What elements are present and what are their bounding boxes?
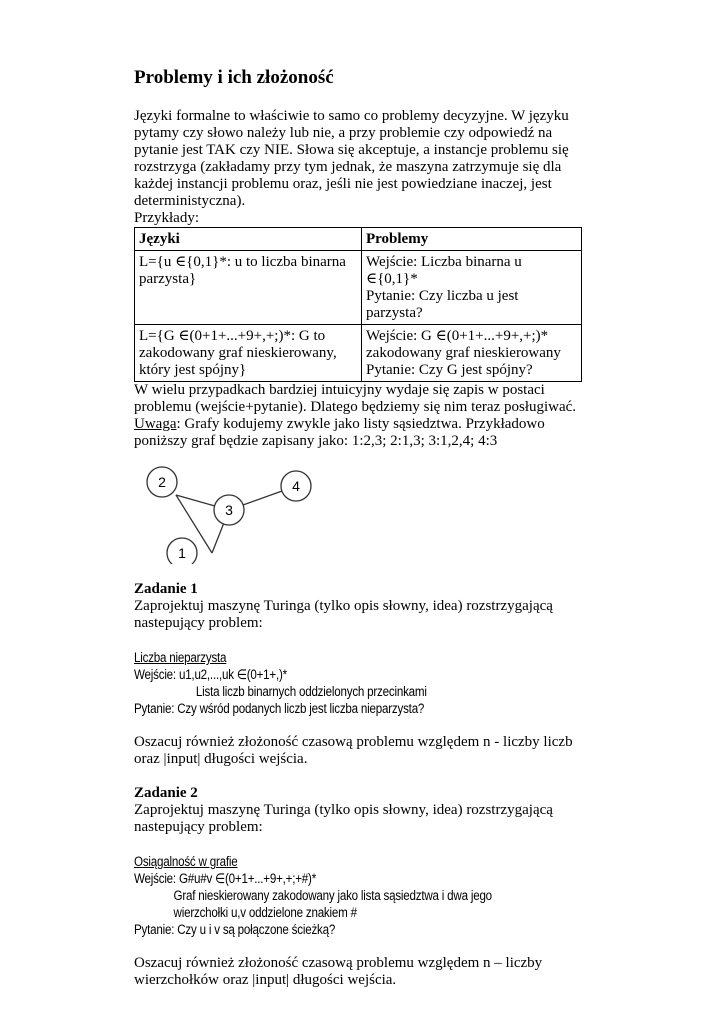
note-label: Uwaga xyxy=(134,416,177,432)
problem-input-detail: Graf nieskierowany zakodowany jako lista sąsiedztwa i dwa jego xyxy=(173,888,492,903)
examples-label: Przykłady: xyxy=(134,210,199,226)
problem-input: Wejście: G#u#v ∈(0+1+...+9+,+;+#)* xyxy=(134,871,317,886)
graph-node-label: 4 xyxy=(292,478,300,494)
note-line: poniższy graf będzie zapisany jako: 1:2,3; 2:1,3; 3:1,2,4; 4:3 xyxy=(134,433,498,449)
task-2: Zadanie 2 Zaprojektuj maszynę Turinga (tylko opis słowny, idea) rozstrzygającą nastepujący problem: Osiągalność w grafie Wejście: G#u#v ∈(0+1+...+9+,+;+#)* Graf nieskierowany zakodowany jako lista sąsiedztwa i dwa jego wierzchołki u,v oddzielone znakiem # Pytanie: Czy u i v są połączone ścieżką? Oszacuj również złożoność czasową problemu względem n – liczby wierzchołków oraz |input| długości wejścia. xyxy=(134,785,596,989)
example-graph xyxy=(134,452,334,564)
intro-line: pytamy czy słowo należy lub nie, a przy problemie czy odpowiedź na xyxy=(134,125,553,141)
task-heading: Zadanie 2 xyxy=(134,785,198,801)
document-page xyxy=(134,66,596,989)
graph-node-label: 1 xyxy=(178,545,186,561)
graph-node-label: 3 xyxy=(225,502,233,518)
task-heading: Zadanie 1 xyxy=(134,581,198,597)
table-cell: Wejście: G ∈(0+1+...+9+,+;)* zakodowany graf nieskierowany Pytanie: Czy G jest spójny? xyxy=(362,325,582,382)
examples-table xyxy=(134,227,582,382)
intro-paragraph xyxy=(134,108,596,227)
table-cell: L={G ∈(0+1+...+9+,+;)*: G to zakodowany graf nieskierowany, który jest spójny} xyxy=(135,325,362,382)
problem-name: Liczba nieparzysta xyxy=(134,650,227,665)
problem-question: Pytanie: Czy wśród podanych liczb jest liczba nieparzysta? xyxy=(134,701,425,716)
problem-input-detail: Lista liczb binarnych oddzielonych przecinkami xyxy=(195,684,427,699)
table-cell: L={u ∈{0,1}*: u to liczba binarna parzysta} xyxy=(135,251,362,325)
graph-node-label: 2 xyxy=(158,474,166,490)
table-header: Problemy xyxy=(362,228,582,251)
problem-input-detail: wierzchołki u,v oddzielone znakiem # xyxy=(173,905,357,920)
note-line: Uwaga: Grafy kodujemy zwykle jako listy sąsiedztwa. Przykładowo xyxy=(134,416,545,432)
table-row xyxy=(135,251,582,325)
page-title: Problemy i ich złożoność xyxy=(134,67,334,88)
problem-question: Pytanie: Czy u i v są połączone ścieżką? xyxy=(134,922,336,937)
problem-name: Osiągalność w grafie xyxy=(134,854,238,869)
table-row xyxy=(135,325,582,382)
after-table-paragraph: W wielu przypadkach bardziej intuicyjny wydaje się zapis w postaci problemu (wejście+pytanie). Dlatego będziemy się nim teraz posługiwać. Uwaga: Grafy kodujemy zwykle jako listy sąsiedztwa. Przykładowo poniższy graf będzie zapisany jako: 1:2,3; 2:1,3; 3:1,2,4; 4:3 xyxy=(134,382,596,450)
table-cell: Wejście: Liczba binarna u ∈{0,1}* Pytanie: Czy liczba u jest parzysta? xyxy=(362,251,582,325)
problem-input: Wejście: u1,u2,...,uk ∈(0+1+,)* xyxy=(134,667,287,682)
intro-line: rozstrzyga (zakładamy przy tym jednak, że maszyna zatrzymuje się dla xyxy=(134,159,562,175)
table-header: Języki xyxy=(135,228,362,251)
intro-line: każdej instancji problemu oraz, jeśli nie jest powiedziane inaczej, jest xyxy=(134,176,552,192)
task-1: Zadanie 1 Zaprojektuj maszynę Turinga (tylko opis słowny, idea) rozstrzygającą nastepujący problem: Liczba nieparzysta Wejście: u1,u2,...,uk ∈(0+1+,)* Lista liczb binarnych oddzielonych przecinkami Pytanie: Czy wśród podanych liczb jest liczba nieparzysta? Oszacuj również złożoność czasową problemu względem n - liczby liczb oraz |input| długości wejścia. xyxy=(134,581,596,768)
intro-line: deterministyczna). xyxy=(134,193,246,209)
intro-line: pytanie jest TAK czy NIE. Słowa się akceptuje, a instancje problemu się xyxy=(134,142,569,158)
intro-line: Języki formalne to właściwie to samo co problemy decyzyjne. W języku xyxy=(134,108,569,124)
table-header-row xyxy=(135,228,582,251)
